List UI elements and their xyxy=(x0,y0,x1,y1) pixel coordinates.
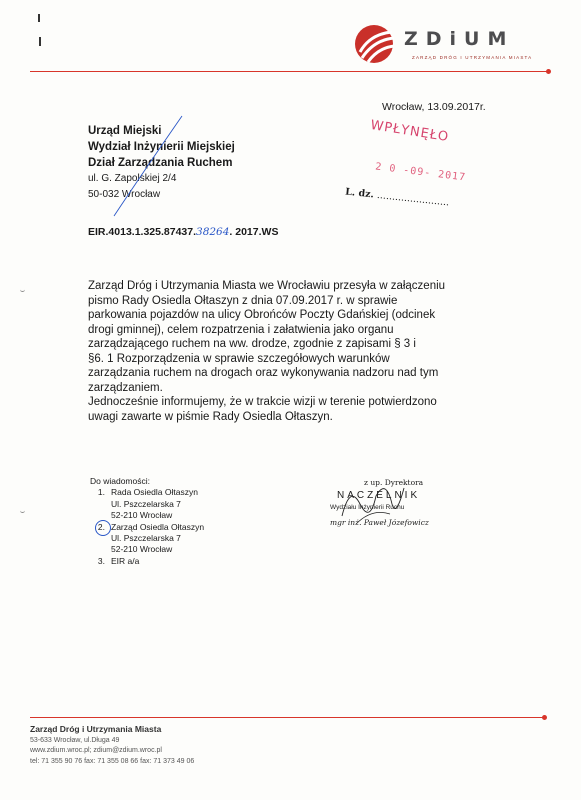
received-stamp: WPŁYNĘŁO xyxy=(369,117,451,146)
scan-mark xyxy=(38,14,40,22)
zdium-logo xyxy=(352,22,552,66)
signature-name: mgr inż. Paweł Józefowicz xyxy=(330,518,429,527)
body-line: parkowania pojazdów na ulicy Obrońców Poczty Gdańskiej (odcinek xyxy=(88,309,436,321)
addressee-line: Dział Zarządzania Ruchem xyxy=(88,157,233,169)
body-line: §6. 1 Rozporządzenia w sprawie szczegółowych warunków xyxy=(88,352,390,365)
ldz-dots: ........................ xyxy=(376,189,450,209)
logo-tagline: ZARZĄD DRÓG I UTRZYMANIA MIASTA xyxy=(412,55,533,60)
list-item xyxy=(90,556,204,567)
footer-web[interactable]: www.zdium.wroc.pl; zdium@zdium.wroc.pl xyxy=(30,747,162,755)
body-paragraph-2 xyxy=(88,395,498,424)
body-line: uwagi zawarte w piśmie Rady Osiedla Ołtaszyn. xyxy=(88,410,333,423)
scan-mark xyxy=(39,37,41,46)
list-item-text: Rada Osiedla Ołtaszyn xyxy=(111,487,198,498)
punch-hole xyxy=(20,287,25,292)
footer-contact xyxy=(30,724,194,767)
addressee-line: Wydział Inżynierii Miejskiej xyxy=(88,141,235,153)
addressee-street: ul. G. Zapolskiej 2/4 xyxy=(88,173,177,184)
body-line: zarządzaniem. xyxy=(88,381,163,394)
list-item-number: 1. xyxy=(97,487,105,498)
list-item xyxy=(90,522,204,533)
letter-body xyxy=(88,279,498,424)
distribution-heading: Do wiadomości: xyxy=(90,476,150,486)
addressee-line: Urząd Miejski xyxy=(88,125,162,137)
addressee-city: 50-032 Wrocław xyxy=(88,189,161,200)
ledger-number-label xyxy=(345,187,450,209)
body-line: drogi gminnej), celem rozpatrzenia i załatwienia jako organu xyxy=(88,323,394,336)
punch-hole xyxy=(20,508,25,513)
signature-on-behalf: z up. Dyrektora xyxy=(364,478,424,487)
list-item-text: 52-210 Wrocław xyxy=(111,510,173,521)
header-divider xyxy=(30,71,548,72)
body-paragraph-1 xyxy=(88,279,498,395)
list-item-number: 3. xyxy=(97,555,105,566)
reference-handwritten: 38264 xyxy=(196,226,230,238)
signature-department: Wydziału Inżynierii Ruchu xyxy=(330,504,405,511)
body-line: zarządzania ruchem na drogach oraz wykonywania nadzoru nad tym xyxy=(88,367,439,379)
list-item xyxy=(90,487,204,498)
list-item-text: 52-210 Wrocław xyxy=(111,544,173,555)
reference-prefix: EIR.4013.1.325.87437. xyxy=(88,226,197,238)
list-item-number-text: 2. xyxy=(97,521,105,532)
logo-wordmark: ZDiUM xyxy=(404,28,515,50)
list-item-text: Zarząd Osiedla Ołtaszyn xyxy=(111,521,205,532)
body-line: Jednocześnie informujemy, że w trakcie wizji w terenie potwierdzono xyxy=(88,396,437,408)
signature-title: NACZELNIK xyxy=(337,490,421,501)
footer-divider xyxy=(30,717,544,718)
handwritten-signature xyxy=(336,474,416,534)
ldz-label: L. dz. xyxy=(344,186,375,201)
footer-org-name: Zarząd Dróg i Utrzymania Miasta xyxy=(30,724,162,734)
list-item-text: EIR a/a xyxy=(111,555,140,566)
body-line: zarządzającego ruchem na ww. drodze, zgodnie z zapisami § 3 i xyxy=(88,338,416,350)
footer-address: 53-633 Wrocław, ul.Długa 49 xyxy=(30,737,120,745)
received-stamp-date: 2 0 -09- 2017 xyxy=(374,161,467,184)
reference-suffix: . 2017.WS xyxy=(229,226,279,238)
pen-circle-mark xyxy=(95,520,111,536)
reference-number xyxy=(88,226,278,238)
distribution-list xyxy=(90,476,204,567)
body-line: Zarząd Dróg i Utrzymania Miasta we Wrocławiu przesyła w załączeniu xyxy=(88,280,446,292)
list-item-text: Ul. Pszczelarska 7 xyxy=(111,533,181,544)
body-line: pismo Rady Osiedla Ołtaszyn z dnia 07.09.2017 r. w sprawie xyxy=(88,294,398,307)
pen-stroke-mark xyxy=(100,112,210,222)
list-item-number xyxy=(90,522,111,533)
footer-phones: tel: 71 355 90 76 fax: 71 355 08 66 fax: 71 373 49 06 xyxy=(30,757,195,765)
list-item-text: Ul. Pszczelarska 7 xyxy=(111,498,181,509)
logo-mark-icon xyxy=(352,22,396,66)
letter-date: Wrocław, 13.09.2017r. xyxy=(382,101,486,113)
